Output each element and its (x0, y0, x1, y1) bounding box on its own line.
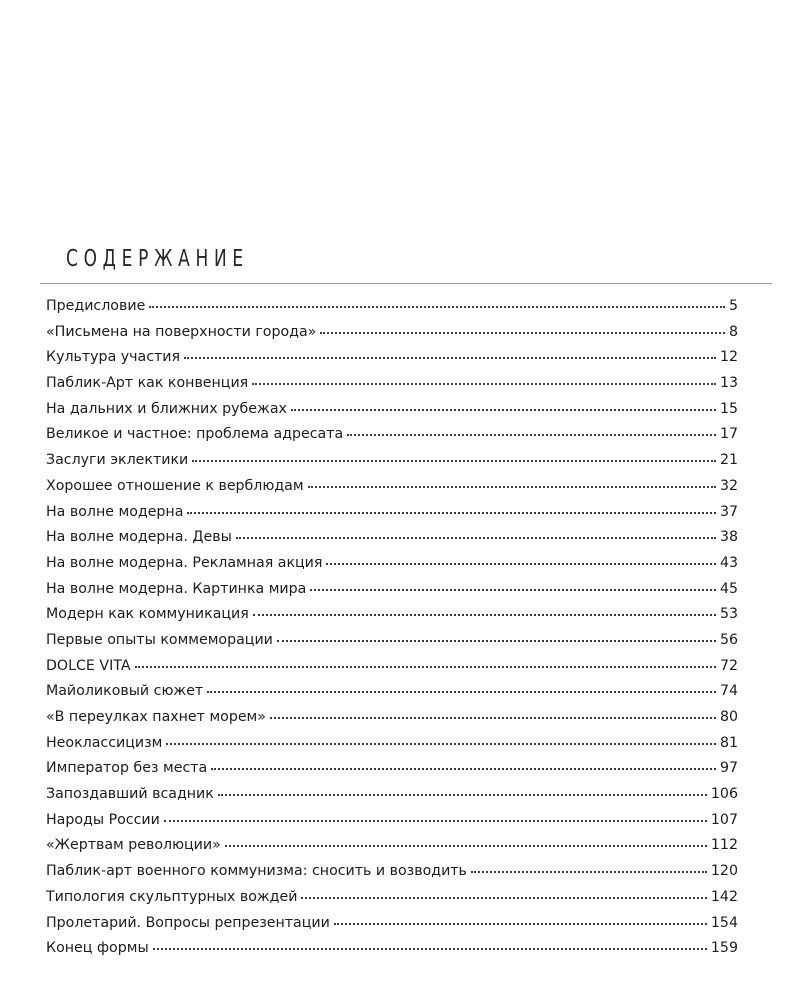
toc-entry (46, 577, 738, 603)
toc-dot-leader (135, 662, 716, 668)
toc-dot-leader (471, 867, 707, 873)
toc-entry (46, 422, 738, 448)
toc-entry (46, 345, 738, 371)
toc-entry-title: На дальних и ближних рубежах (46, 400, 287, 417)
toc-dot-leader (308, 482, 716, 488)
toc-entry-title: Типология скульптурных вождей (46, 888, 298, 905)
toc-dot-leader (270, 713, 716, 719)
toc-entry (46, 397, 738, 423)
toc-entry-page-number: 107 (710, 811, 738, 828)
toc-entry-title: Неоклассицизм (46, 734, 163, 751)
toc-entry-page-number: 106 (710, 786, 738, 803)
toc-dot-leader (225, 841, 707, 847)
toc-entry-page-number: 17 (719, 426, 738, 443)
toc-dot-leader (236, 533, 716, 539)
toc-entry-page-number: 80 (719, 709, 738, 725)
toc-entry-title: Культура участия (46, 349, 181, 366)
toc-entry (46, 833, 738, 859)
heading-divider (40, 283, 772, 284)
toc-entry (46, 936, 738, 962)
toc-entry (46, 551, 738, 577)
toc-entry-title: DOLCE VITA (46, 657, 131, 674)
toc-entry-title: Паблик-арт военного коммунизма: сносить и возводить (46, 863, 467, 880)
toc-dot-leader (310, 585, 716, 591)
toc-entry-page-number: 32 (719, 477, 738, 494)
toc-dot-leader (153, 944, 707, 950)
toc-entry-title: Народы России (46, 811, 160, 828)
toc-entry-page-number: 120 (710, 863, 738, 880)
toc-entry-title: Заслуги эклектики (46, 452, 189, 469)
toc-entry-title: Запоздавший всадник (46, 786, 214, 803)
toc-entry (46, 731, 738, 757)
toc-entry (46, 859, 738, 885)
toc-entry (46, 448, 738, 474)
toc-entry (46, 705, 738, 731)
toc-entry-title: Великое и частное: проблема адресата (46, 426, 344, 443)
toc-entry-page-number: 81 (719, 734, 738, 751)
toc-entry-title: «В переулках пахнет морем» (46, 709, 266, 725)
toc-entry (46, 885, 738, 911)
toc-dot-leader (320, 328, 725, 334)
toc-entry-page-number: 15 (719, 400, 738, 417)
toc-entry-page-number: 142 (710, 888, 738, 905)
toc-entry-page-number: 72 (719, 657, 738, 674)
toc-entry-page-number: 56 (719, 631, 738, 648)
toc-entry (46, 320, 738, 346)
toc-dot-leader (334, 919, 707, 925)
toc-entry-title: На волне модерна. Рекламная акция (46, 554, 323, 571)
toc-entry-title: Конец формы (46, 940, 149, 957)
toc-entry-page-number: 21 (719, 452, 738, 469)
toc-dot-leader (277, 636, 716, 642)
toc-entry-title: На волне модерна. Картинка мира (46, 580, 307, 597)
toc-dot-leader (164, 816, 707, 822)
toc-entry-page-number: 45 (719, 580, 738, 597)
toc-entry (46, 371, 738, 397)
toc-entry-title: На волне модерна. Девы (46, 529, 232, 546)
toc-entry-title: Модерн как коммуникация (46, 606, 249, 623)
toc-dot-leader (211, 764, 716, 770)
toc-entry-page-number: 38 (719, 529, 738, 546)
toc-entry-page-number: 37 (719, 503, 738, 520)
toc-entry-page-number: 53 (719, 606, 738, 623)
toc-entry-page-number: 97 (719, 760, 738, 777)
toc-dot-leader (149, 302, 725, 308)
toc-entry-title: Предисловие (46, 298, 146, 314)
toc-dot-leader (207, 687, 716, 693)
toc-entry (46, 756, 738, 782)
toc-entry-title: «Жертвам революции» (46, 837, 221, 854)
toc-entry (46, 654, 738, 680)
toc-entry-title: Хорошее отношение к верблюдам (46, 477, 304, 494)
toc-entry-title: На волне модерна (46, 503, 184, 520)
toc-entry-page-number: 13 (719, 375, 738, 392)
toc-entry-title: Пролетарий. Вопросы репрезентации (46, 914, 330, 931)
toc-list (46, 294, 738, 962)
toc-dot-leader (166, 739, 716, 745)
toc-entry-title: Майоликовый сюжет (46, 683, 204, 700)
toc-entry-page-number: 112 (710, 837, 738, 854)
toc-entry-page-number: 154 (710, 914, 738, 931)
toc-entry-title: Первые опыты коммеморации (46, 631, 273, 648)
toc-heading: СОДЕРЖАНИЕ (66, 246, 249, 272)
toc-entry (46, 782, 738, 808)
toc-entry-page-number: 8 (728, 323, 738, 340)
toc-dot-leader (347, 430, 716, 436)
toc-entry-title: Император без места (46, 760, 208, 777)
toc-dot-leader (301, 893, 706, 899)
toc-entry-page-number: 5 (728, 298, 738, 314)
toc-dot-leader (184, 353, 716, 359)
toc-entry-page-number: 74 (719, 683, 738, 700)
toc-entry (46, 628, 738, 654)
toc-entry (46, 602, 738, 628)
toc-dot-leader (252, 379, 716, 385)
toc-dot-leader (291, 405, 716, 411)
toc-dot-leader (326, 559, 716, 565)
toc-entry (46, 294, 738, 320)
toc-entry (46, 911, 738, 937)
toc-entry (46, 808, 738, 834)
toc-dot-leader (218, 790, 707, 796)
toc-entry-title: «Письмена на поверхности города» (46, 323, 317, 340)
toc-entry (46, 525, 738, 551)
toc-dot-leader (253, 610, 716, 616)
toc-entry-page-number: 43 (719, 554, 738, 571)
toc-entry-page-number: 12 (719, 349, 738, 366)
toc-entry-page-number: 159 (710, 940, 738, 957)
toc-entry (46, 679, 738, 705)
toc-entry (46, 474, 738, 500)
toc-entry (46, 500, 738, 526)
toc-dot-leader (192, 456, 716, 462)
toc-entry-title: Паблик-Арт как конвенция (46, 375, 249, 392)
toc-dot-leader (187, 508, 716, 514)
